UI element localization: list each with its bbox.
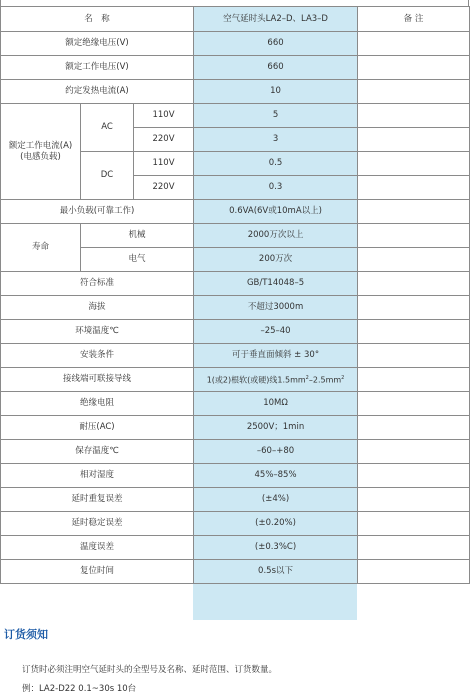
ac-label: AC	[81, 104, 134, 152]
row-remark	[358, 80, 470, 104]
row-remark	[358, 152, 470, 176]
ordering-line-2: 例：LA2-D22 0.1~30s 10台	[22, 684, 137, 694]
table-row	[1, 200, 470, 224]
row-value: –25–40	[194, 320, 358, 344]
row-value: –60–+80	[194, 440, 358, 464]
table-row	[1, 80, 470, 104]
row-label: 耐压(AC)	[1, 416, 194, 440]
row-remark	[358, 512, 470, 536]
row-remark	[358, 368, 470, 392]
row-value: 45%–85%	[194, 464, 358, 488]
working-current-label-line2: (电感负载)	[20, 151, 61, 162]
voltage-label: 220V	[134, 176, 194, 200]
row-remark	[358, 224, 470, 248]
row-value: 2500V；1min	[194, 416, 358, 440]
life-label: 寿命	[1, 224, 81, 272]
table-row	[1, 296, 470, 320]
life-electrical-label: 电气	[81, 248, 194, 272]
row-label: 相对湿度	[1, 464, 194, 488]
row-value: (±4%)	[194, 488, 358, 512]
ordering-title: 订货须知	[4, 628, 48, 641]
row-remark	[358, 272, 470, 296]
table-row	[1, 104, 470, 128]
row-label: 延时稳定误差	[1, 512, 194, 536]
row-value: 0.5	[194, 152, 358, 176]
row-remark	[358, 560, 470, 584]
table-row	[1, 368, 470, 392]
ordering-line-1: 订货时必须注明空气延时头的全型号及名称、延时范围、订货数量。	[22, 665, 278, 675]
header-name: 名 称	[1, 7, 194, 32]
table-row	[1, 560, 470, 584]
spec-table	[0, 6, 470, 584]
row-label: 环境温度℃	[1, 320, 194, 344]
table-row	[1, 56, 470, 80]
row-remark	[358, 320, 470, 344]
header-product: 空气延时头LA2–D、LA3–D	[194, 7, 358, 32]
row-label: 安装条件	[1, 344, 194, 368]
row-value: 0.6VA(6V或10mA以上)	[194, 200, 358, 224]
row-remark	[358, 200, 470, 224]
table-row	[1, 320, 470, 344]
row-value: 10MΩ	[194, 392, 358, 416]
row-value: 2000万次以上	[194, 224, 358, 248]
row-remark	[358, 128, 470, 152]
row-value: (±0.3%C)	[194, 536, 358, 560]
row-remark	[358, 32, 470, 56]
life-mechanical-label: 机械	[81, 224, 194, 248]
row-value: 0.3	[194, 176, 358, 200]
row-remark	[358, 488, 470, 512]
voltage-label: 110V	[134, 152, 194, 176]
table-row	[1, 224, 470, 248]
table-row	[1, 32, 470, 56]
row-remark	[358, 176, 470, 200]
row-remark	[358, 392, 470, 416]
table-row	[1, 392, 470, 416]
table-row	[1, 440, 470, 464]
row-label: 最小负载(可靠工作)	[1, 200, 194, 224]
table-row	[1, 416, 470, 440]
row-remark	[358, 344, 470, 368]
row-label: 接线端可联接导线	[1, 368, 194, 392]
table-row	[1, 464, 470, 488]
row-remark	[358, 536, 470, 560]
row-remark	[358, 440, 470, 464]
row-label: 保存温度℃	[1, 440, 194, 464]
row-remark	[358, 248, 470, 272]
row-label: 海拔	[1, 296, 194, 320]
row-label: 额定绝缘电压(V)	[1, 32, 194, 56]
row-remark	[358, 464, 470, 488]
row-value: GB/T14048–5	[194, 272, 358, 296]
row-remark	[358, 416, 470, 440]
table-header-row	[1, 7, 470, 32]
row-value: 不超过3000m	[194, 296, 358, 320]
table-row	[1, 488, 470, 512]
row-label: 符合标准	[1, 272, 194, 296]
row-value: (±0.20%)	[194, 512, 358, 536]
wire-sup-2: 2	[341, 375, 345, 382]
row-value: 200万次	[194, 248, 358, 272]
wire-value	[194, 368, 358, 392]
wire-value-mid: –2.5mm	[308, 375, 342, 385]
table-row	[1, 344, 470, 368]
table-row	[1, 512, 470, 536]
table-row	[1, 272, 470, 296]
row-label: 约定发热电流(A)	[1, 80, 194, 104]
row-remark	[358, 104, 470, 128]
row-label: 额定工作电压(V)	[1, 56, 194, 80]
row-value: 5	[194, 104, 358, 128]
table-row	[1, 536, 470, 560]
row-label: 温度误差	[1, 536, 194, 560]
row-value: 660	[194, 56, 358, 80]
wire-sup-1: 2	[305, 375, 309, 382]
header-remark: 备 注	[358, 7, 470, 32]
row-label: 延时重复误差	[1, 488, 194, 512]
working-current-label-line1: 额定工作电流(A)	[8, 140, 73, 151]
row-label: 复位时间	[1, 560, 194, 584]
row-remark	[358, 56, 470, 80]
wire-value-pre: 1(或2)根软(或硬)线1.5mm	[206, 375, 306, 385]
dc-label: DC	[81, 152, 134, 200]
row-value: 3	[194, 128, 358, 152]
row-label: 绝缘电阻	[1, 392, 194, 416]
row-value: 0.5s以下	[194, 560, 358, 584]
voltage-label: 220V	[134, 128, 194, 152]
row-value: 660	[194, 32, 358, 56]
working-current-label	[1, 104, 81, 200]
row-remark	[358, 296, 470, 320]
row-value: 可于垂直面倾斜 ± 30°	[194, 344, 358, 368]
voltage-label: 110V	[134, 104, 194, 128]
row-value: 10	[194, 80, 358, 104]
